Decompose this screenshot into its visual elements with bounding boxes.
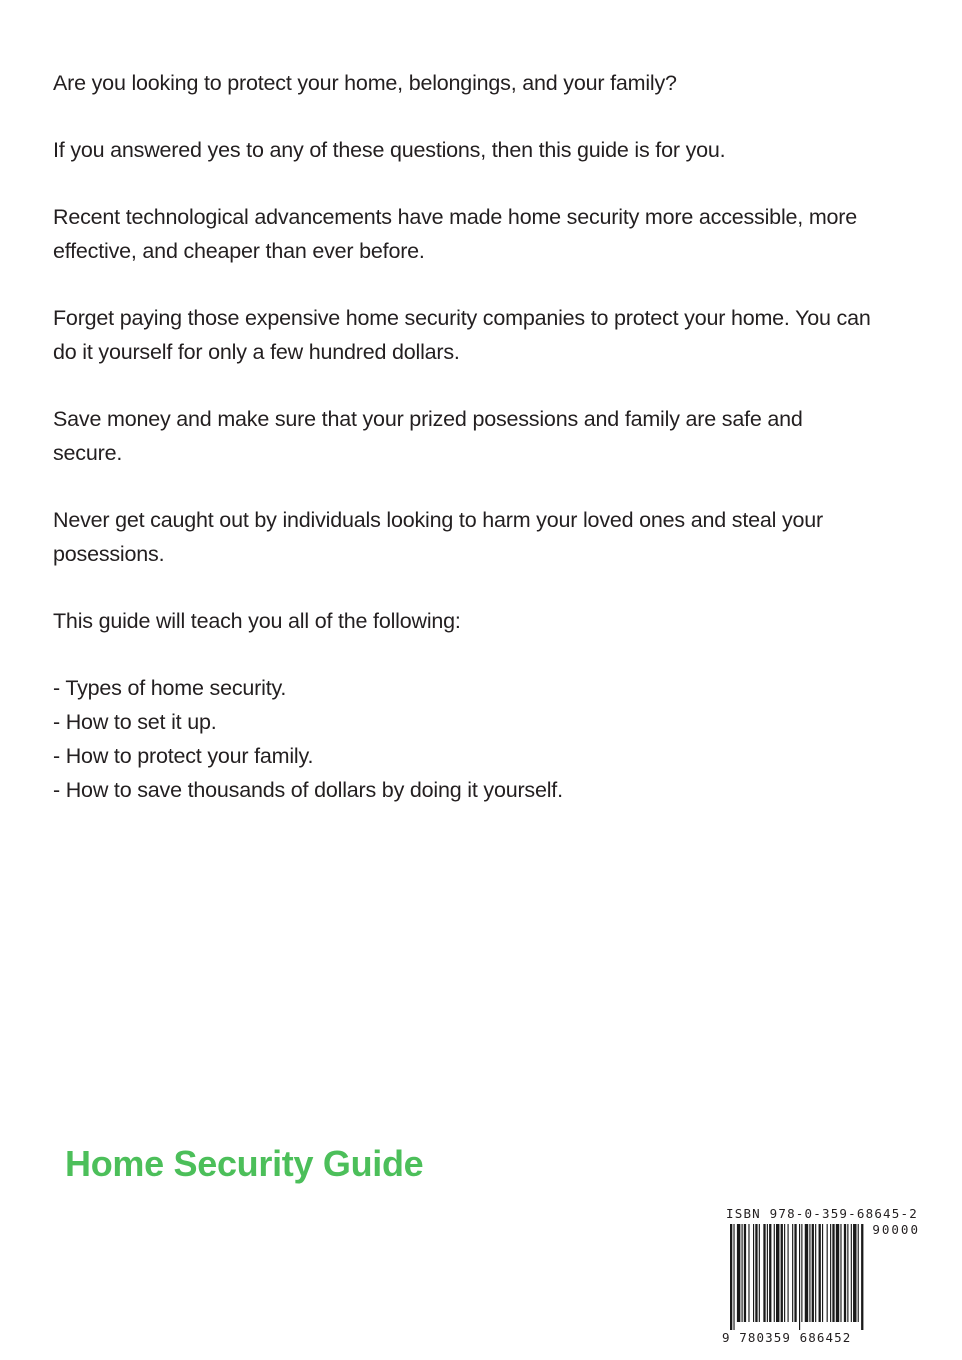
barcode-bar bbox=[774, 1224, 775, 1322]
barcode-bar bbox=[844, 1224, 846, 1322]
barcode-bar bbox=[794, 1224, 796, 1322]
paragraph-intro: Are you looking to protect your home, belongings, and your family? bbox=[53, 71, 677, 95]
isbn-barcode bbox=[722, 1206, 922, 1356]
barcode-bar bbox=[832, 1224, 834, 1322]
paragraph-answer: If you answered yes to any of these questions, then this guide is for you. bbox=[53, 138, 726, 162]
paragraph-advancements: Recent technological advancements have made home security more accessible, more effective, and cheaper than ever before. bbox=[53, 205, 858, 263]
barcode-bar bbox=[819, 1224, 821, 1322]
barcode-bar bbox=[805, 1224, 808, 1322]
barcode-bar bbox=[861, 1224, 863, 1330]
barcode-bar bbox=[733, 1224, 734, 1330]
barcode-bar bbox=[781, 1224, 783, 1322]
paragraph-never-caught: Never get caught out by individuals looking to harm your loved ones and steal your posessions. bbox=[53, 508, 824, 566]
barcode-bar bbox=[744, 1224, 746, 1322]
barcode-bar bbox=[730, 1224, 732, 1330]
barcode-bar bbox=[753, 1224, 754, 1322]
list-item: - How to protect your family. bbox=[53, 744, 314, 768]
barcode-bar bbox=[847, 1224, 848, 1322]
barcode-icon bbox=[722, 1224, 922, 1332]
topics-list bbox=[53, 671, 873, 807]
list-item: - Types of home security. bbox=[53, 676, 287, 700]
barcode-bar bbox=[822, 1224, 823, 1322]
list-item: - How to save thousands of dollars by doing it yourself. bbox=[53, 778, 563, 802]
barcode-bar bbox=[742, 1224, 743, 1322]
barcode-bar bbox=[827, 1224, 828, 1322]
barcode-bar bbox=[812, 1224, 814, 1322]
barcode-bar bbox=[763, 1224, 765, 1322]
barcode-bar bbox=[801, 1224, 802, 1322]
barcode-bar bbox=[853, 1224, 856, 1322]
barcode-bar bbox=[755, 1224, 757, 1322]
barcode-bar bbox=[815, 1224, 816, 1322]
barcode-bar bbox=[836, 1224, 839, 1322]
paragraph-forget-paying: Forget paying those expensive home security companies to protect your home. You can do it yourself for only a few hundred dollars. bbox=[53, 306, 871, 364]
barcode-bar bbox=[830, 1224, 831, 1322]
barcode-bar bbox=[737, 1224, 740, 1322]
paragraph-save-money: Save money and make sure that your prized posessions and family are safe and secure. bbox=[53, 407, 803, 465]
price-code: 90000 bbox=[872, 1222, 920, 1237]
isbn-label: ISBN 978-0-359-68645-2 bbox=[726, 1206, 918, 1221]
barcode-bar bbox=[776, 1224, 779, 1322]
barcode-bar bbox=[769, 1224, 771, 1322]
barcode-bar bbox=[840, 1224, 841, 1322]
ean-digits: 9 780359 686452 bbox=[722, 1330, 852, 1345]
barcode-bar bbox=[788, 1224, 789, 1322]
list-item: - How to set it up. bbox=[53, 710, 217, 734]
barcode-bar bbox=[748, 1224, 749, 1322]
barcode-bar bbox=[809, 1224, 810, 1322]
barcode-bar bbox=[858, 1224, 859, 1322]
barcode-bar bbox=[767, 1224, 768, 1322]
barcode-bar bbox=[759, 1224, 760, 1322]
barcode-bar bbox=[784, 1224, 785, 1322]
barcode-bar bbox=[792, 1224, 793, 1322]
back-cover-text bbox=[53, 66, 873, 807]
paragraph-guide-teaches: This guide will teach you all of the following: bbox=[53, 609, 461, 633]
barcode-bar bbox=[851, 1224, 852, 1322]
book-title: Home Security Guide bbox=[65, 1143, 424, 1184]
barcode-bar bbox=[799, 1224, 800, 1330]
